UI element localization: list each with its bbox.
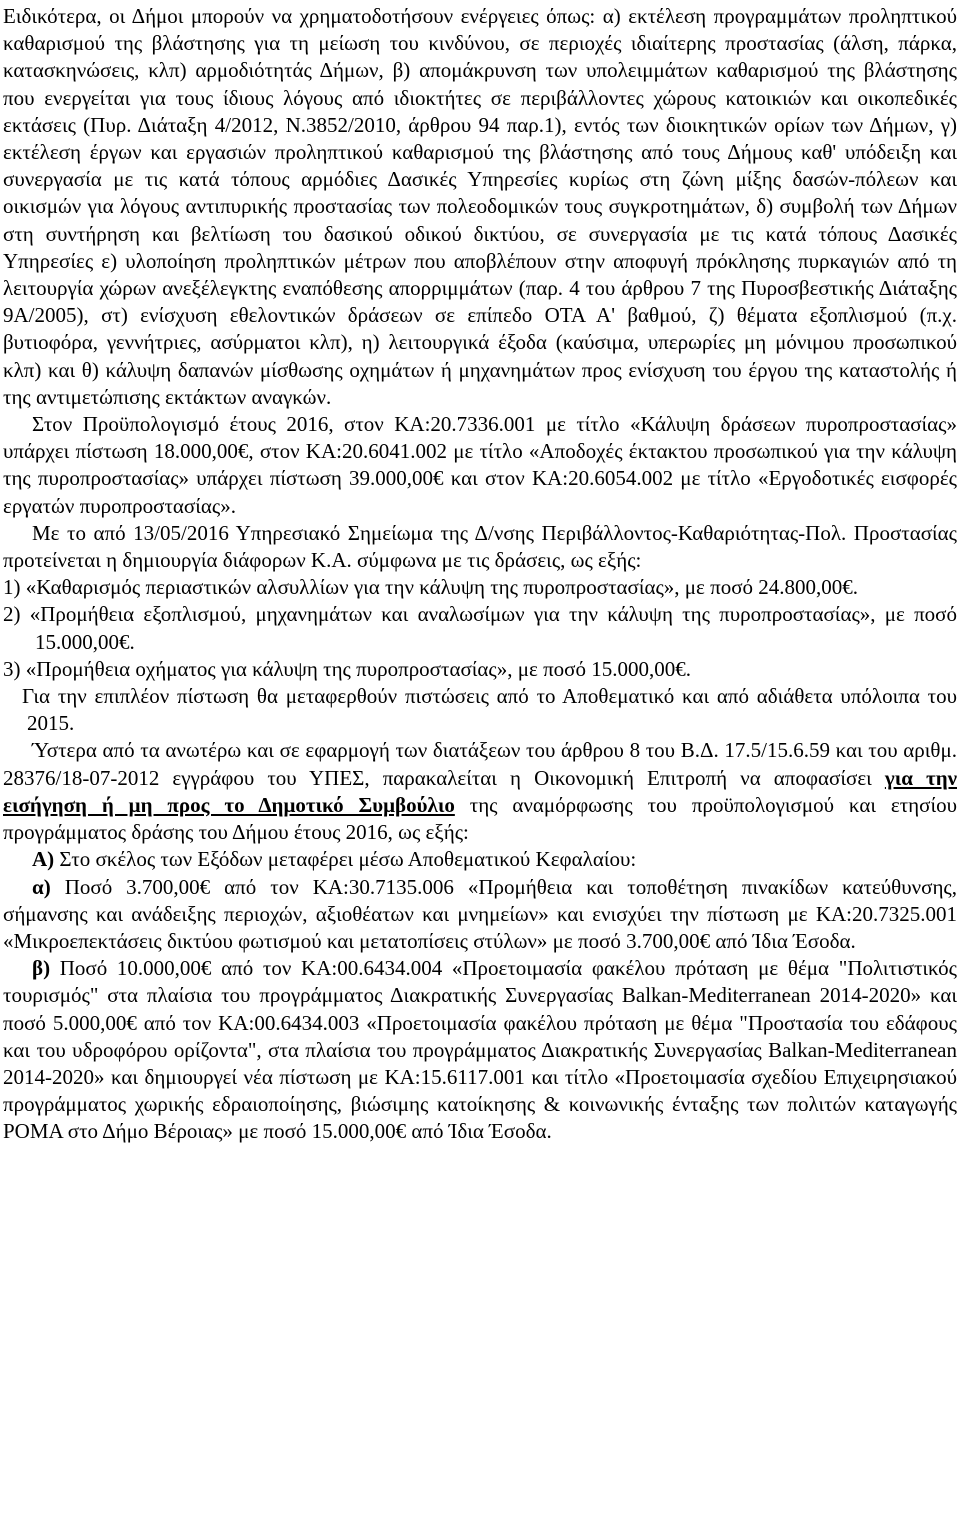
list-item-1: 1) «Καθαρισμός περιαστικών αλσυλλίων για την κάλυψη της πυροπροστασίας», με ποσό 24.800,00€. [3,575,859,600]
paragraph-memo: Με το από 13/05/2016 Υπηρεσιακό Σημείωμα της Δ/νσης Περιβάλλοντος-Καθαριότητας-Πολ. Προστασίας προτείνεται η δημιουργία διάφορων Κ.Α. σύμφωνα με τις δράσεις, ως εξής: [3,520,957,573]
paragraph-budget: Στον Προϋπολογισμό έτους 2016, στον ΚΑ:20.7336.001 με τίτλο «Κάλυψη δράσεων πυροπροστασίας» υπάρχει πίστωση 18.000,00€, στον ΚΑ:20.6041.002 με τίτλο «Αποδοχές έκτακτου προσωπικού για την κάλυψη της πυροπροστασίας» υπάρχει πίστωση 39.000,00€ και στον ΚΑ:20.6054.002 με τίτλο «Εργοδοτικές εισφορές εργατών πυροπροστασίας». [3,412,957,518]
sub-item-beta [3,955,957,1145]
paragraph-request [3,737,957,846]
sub-item-alpha [3,874,957,956]
section-a-label: Α) [32,847,55,872]
sub-item-alpha-label: α) [32,874,51,899]
paragraph-extra-credit: Για την επιπλέον πίστωση θα μεταφερθούν πιστώσεις από το Αποθεματικό και από αδιάθετα υπόλοιπα του 2015. [22,684,957,736]
section-a [3,846,957,873]
request-text-end: της αναμόρφωσης του προϋπολογισμού και ετησίου προγράμματος δράσης του Δήμου έτους 2016, ως εξής: [3,792,958,845]
list-item-3: 3) «Προμήθεια οχήματος για κάλυψη της πυροπροστασίας», με ποσό 15.000,00€. [3,656,691,681]
list-item-2: 2) «Προμήθεια εξοπλισμού, μηχανημάτων και αναλωσίμων για την κάλυψη της πυροπροστασίας», με ποσό 15.000,00€. [3,602,957,654]
paragraph-actions: Ειδικότερα, οι Δήμοι μπορούν να χρηματοδοτήσουν ενέργειες όπως: α) εκτέλεση προγραμμάτων προληπτικού καθαρισμού της βλάστησης για τη μείωση του κινδύνου, σε περιοχές ιδιαίτερης προστασίας (άλση, πάρκα, κατασκηνώσεις, κλπ) αρμοδιότητάς Δήμων, β) απομάκρυνση των υπολειμμάτων καθαρισμού της βλάστησης που ενεργείται για τους ίδιους λόγους από ιδιοκτήτες σε περιβάλλοντες χώρους κατοικιών και οικοπεδικές εκτάσεις (Πυρ. Διάταξη 4/2012, Ν.3852/2010, άρθρου 94 παρ.1), εντός των διοικητικών ορίων των Δήμων, γ) εκτέλεση έργων και εργασιών προληπτικού καθαρισμού της βλάστησης από τους Δήμους καθ' υπόδειξη και συνεργασία με τις κατά τόπους αρμόδιες Δασικές Υπηρεσίες κυρίως στη ζώνη μίξης δασών-πόλεων και οικισμών για λόγους αντιπυρικής προστασίας των πολεοδομικών τους συγκροτημάτων, δ) συμβολή των Δήμων στη συντήρηση και βελτίωση του δασικού οδικού δικτύου, σε συνεργασία με τις κατά τόπους Δασικές Υπηρεσίες ε) υλοποίηση προληπτικών μέτρων που αποβλέπουν στην αποφυγή πρόκλησης πυρκαγιών από τη λειτουργία χώρων ανεξέλεγκτης εναπόθεσης απορριμμάτων (παρ. 4 του άρθρου 7 της Πυροσβεστικής Διάταξης 9Α/2005), στ) ενίσχυση εθελοντικών δράσεων σε επίπεδο ΟΤΑ Α' βαθμού, ζ) θέματα εξοπλισμού (π.χ. βυτιοφόρα, γεννήτριες, ασύρματοι κλπ), η) λειτουργικά έξοδα (καύσιμα, υπερωρίες μη μόνιμου προσωπικού κλπ) και θ) κάλυψη δαπανών μίσθωσης οχημάτων ή μηχανημάτων προς ενίσχυση του έργου της καταστολής ή της αντιμετώπισης εκτάκτων αναγκών. [3,4,957,409]
section-a-text: Στο σκέλος των Εξόδων μεταφέρει μέσω Αποθεματικού Κεφαλαίου: [54,847,637,872]
sub-item-beta-text: Ποσό 10.000,00€ από τον ΚΑ:00.6434.004 «Προετοιμασία φακέλου πρόταση με θέμα "Πολιτιστικός τουρισμός" στα πλαίσια του προγράμματος Διακρατικής Συνεργασίας Balkan-Mediterranean 2014-2020» και ποσό 5.000,00€ από τον ΚΑ:00.6434.003 «Προετοιμασία φακέλου πρόταση με θέμα "Προστασία του εδάφους και του υδροφόρου ορίζοντα", στα πλαίσια του προγράμματος Διακρατικής Συνεργασίας Balkan-Mediterranean 2014-2020» και δημιουργεί νέα πίστωση με ΚΑ:15.6117.001 και τίτλο «Προετοιμασία σχεδίου Επιχειρησιακού προγράμματος χωρικής εδραιοποίησης, βιώσιμης κατοίκησης & κοινωνικής ένταξης των πολιτών καταγωγής ΡΟΜΑ στο Δήμο Βέροιας» με ποσό 15.000,00€ από Ίδια Έσοδα. [3,956,957,1144]
request-text-start: Ύστερα από τα ανωτέρω και σε εφαρμογή των διατάξεων του άρθρου 8 του Β.Δ. 17.5/15.6.59 και του αριθμ. 28376/18-07-2012 εγγράφου του ΥΠΕΣ, παρακαλείται η Οικονομική Επιτροπή να αποφασίσει [3,738,957,790]
sub-item-beta-label: β) [32,956,51,981]
request-text-emphasis: για την εισήγηση ή μη προς το Δημοτικό Συμβούλιο [3,765,957,817]
sub-item-alpha-text: Ποσό 3.700,00€ από τον ΚΑ:30.7135.006 «Προμήθεια και τοποθέτηση πινακίδων κατεύθυνσης, σήμανσης και ανάδειξης περιοχών, αξιοθέατων και μνημείων» και ενισχύει την πίστωση με ΚΑ:20.7325.001 «Μικροεπεκτάσεις δικτύου φωτισμού και μετατοπίσεις στύλων» με ποσό 3.700,00€ από Ίδια Έσοδα. [3,874,957,953]
